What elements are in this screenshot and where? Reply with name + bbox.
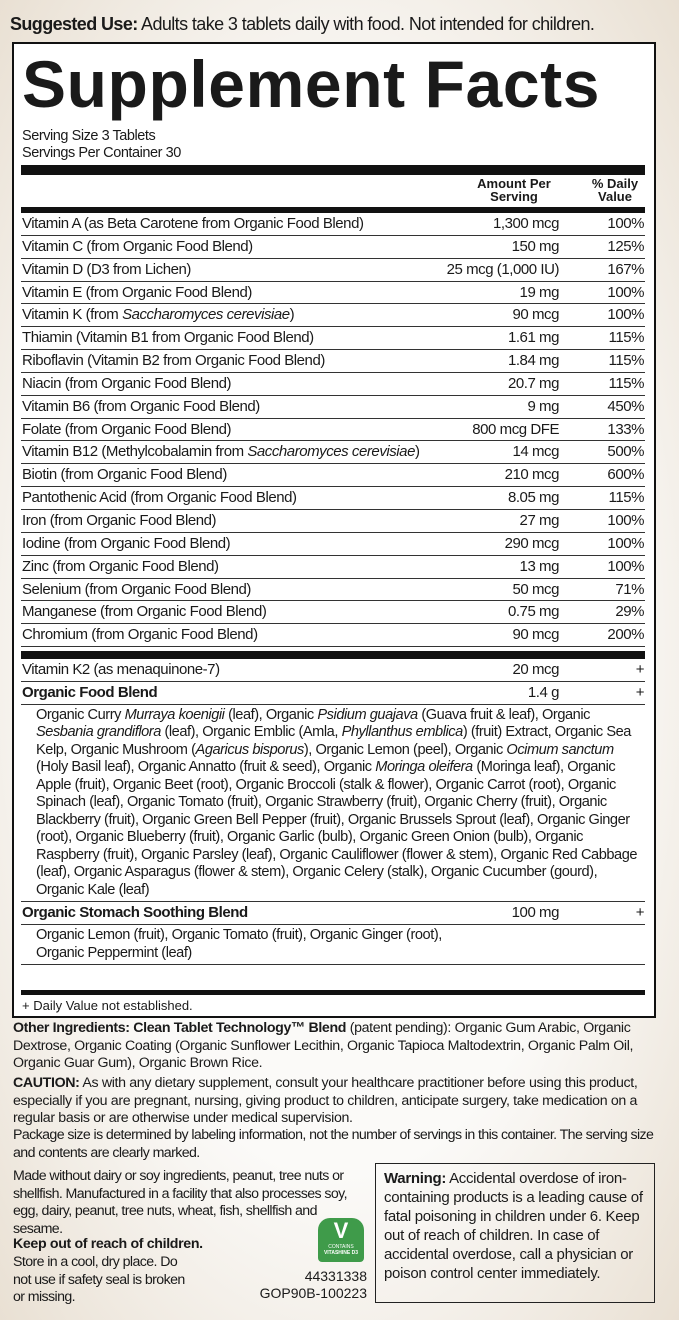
nutrient-amount: 1,300 mcg [493,215,559,232]
panel-title: Supplement Facts [22,47,601,121]
nutrient-dv: 100% [607,511,644,529]
nutrient-dv: 100% [607,215,644,232]
keep-out-reach: Keep out of reach of children. [13,1236,203,1252]
nutrient-amount: 8.05 mg [507,489,559,507]
nutrient-dv: 71% [615,580,644,598]
nutrient-amount: 13 mg [519,557,559,575]
text-segment: ), Organic Lemon (peel), Organic [303,741,507,758]
table-row [21,441,645,464]
storage-instructions: Store in a cool, dry place. Do not use if safety seal is broken or missing. [13,1254,185,1305]
package-note: Package size is determined by labeling information, not the number of servings in this container. The serving size and contents are clearly marked. [13,1127,654,1161]
text-segment: Vitamin C (from Organic Food Blend) [22,237,253,255]
latin-name: Murraya koenigii [124,706,225,723]
text-segment: (leaf), Organic Emblic (Amla, [160,724,342,741]
nutrient-name [22,236,253,258]
nutrient-name [22,213,364,235]
blend-section [21,659,645,965]
other-ingredients [13,1020,653,1073]
nutrient-name [22,373,231,395]
vitashine-d3-badge [318,1218,364,1262]
other-ingredients-text: (patent pending): Organic Gum Arabic, Organic Dextrose, Organic Coating (Organic Sunflower Lecithin, Organic Tapioca Maltodextrin, Organic Palm Oil, Organic Guar Gum), Organic Brown Rice. [13,1020,634,1071]
table-row [21,624,645,647]
latin-name: Sesbania grandiflora [36,724,161,741]
food-blend-ingredients [21,705,645,903]
caution [13,1075,663,1128]
divider-thick [21,651,645,659]
nutrient-dv: 200% [607,626,644,644]
text-segment: Vitamin E (from Organic Food Blend) [22,283,252,301]
text-segment: (leaf), Organic [224,706,318,723]
warning-text: Accidental overdose of iron-containing products is a leading cause of fatal poisoning in children under 6. Keep out of reach of children. In case of accidental overdose, call a physician or poison control center immediately. [384,1170,643,1282]
nutrient-dv: 100% [607,283,644,301]
blend-amount: 100 mg [511,904,559,922]
text-segment: Selenium (from Organic Food Blend) [22,580,251,598]
text-segment: Iodine (from Organic Food Blend) [22,534,231,552]
text-segment: Zinc (from Organic Food Blend) [22,557,219,575]
nutrient-name: Vitamin K2 (as menaquinone-7) [22,661,220,678]
nutrient-amount: 27 mg [519,511,559,529]
nutrient-name [22,487,297,509]
table-row [21,464,645,487]
nutrient-amount: 290 mcg [504,534,559,552]
nutrient-name [22,419,231,441]
text-segment: Folate (from Organic Food Blend) [22,420,232,438]
amount-header: Amount Per Serving [477,176,551,204]
nutrient-amount: 90 mcg [512,306,559,324]
latin-name: Psidium guajava [317,706,418,723]
nutrient-name [22,259,191,281]
table-row [21,350,645,373]
table-row [21,419,645,442]
divider-thick [21,165,645,175]
text-segment: Manganese (from Organic Food Blend) [22,603,267,621]
nutrient-amount: 50 mcg [512,580,559,598]
nutrient-amount: 0.75 mg [507,603,559,621]
latin-name: Saccharomyces cerevisiae [122,306,290,324]
nutrient-dv: 115% [608,329,644,347]
text-segment: Riboflavin (Vitamin B2 from Organic Food Blend) [22,352,325,370]
other-ingredients-label: Other Ingredients: Clean Tablet Technology™ Blend [13,1020,347,1036]
nutrient-name [22,304,294,326]
nutrient-dv: 450% [607,397,644,415]
nutrient-name [22,441,420,463]
suggested-use-text: Adults take 3 tablets daily with food. Not intended for children. [137,14,595,34]
nutrient-name [22,350,325,372]
table-row [21,236,645,259]
nutrient-dv: 125% [607,237,644,255]
nutrient-amount: 1.84 mg [507,352,559,370]
nutrient-amount: 20.7 mg [507,374,559,392]
caution-text: As with any dietary supplement, consult your healthcare practitioner before using this product, especially if you are pregnant, nursing, giving product to children, anticipate surgery, take medication on a regular basis or are otherwise under medical supervision. [13,1075,638,1126]
text-segment: (Holy Basil leaf), Organic Annatto (fruit & seed), Organic [36,759,376,776]
serving-size: Serving Size 3 Tablets [22,128,156,144]
text-segment: Niacin (from Organic Food Blend) [22,374,232,392]
nutrient-dv: 167% [607,260,644,278]
nutrient-dv: 100% [607,534,644,552]
table-row [21,373,645,396]
nutrient-dv: 133% [607,420,644,438]
blend-dv: + [635,904,644,922]
servings-per-container: Servings Per Container 30 [22,145,181,161]
nutrient-amount: 1.61 mg [507,329,559,347]
suggested-use-label: Suggested Use: [10,14,138,34]
text-segment: Biotin (from Organic Food Blend) [22,466,227,484]
text-segment: ) [414,443,420,461]
nutrient-name [22,533,230,555]
divider-thick [21,990,645,995]
supplement-facts-panel [12,42,656,1018]
nutrient-amount: 90 mcg [512,626,559,644]
nutrient-name [22,464,227,486]
blend-dv: + [635,683,644,701]
blend-name: Organic Food Blend [22,683,158,701]
serving-info [22,128,181,162]
text-segment: Pantothenic Acid (from Organic Food Blend) [22,489,297,507]
text-segment: Vitamin K (from [22,306,123,324]
stomach-blend-ingredients [21,925,645,965]
table-row [21,213,645,236]
text-segment: Iron (from Organic Food Blend) [22,511,217,529]
text-segment: Vitamin B6 (from Organic Food Blend) [22,397,260,415]
table-row [21,682,645,705]
nutrient-dv: 29% [615,603,644,621]
nutrient-name [22,510,216,532]
nutrient-dv: 100% [607,306,644,324]
nutrient-amount: 25 mcg (1,000 IU) [446,260,559,278]
iron-warning-box [375,1163,655,1303]
table-row [21,579,645,602]
table-row [21,556,645,579]
nutrient-name [22,579,251,601]
blend-amount: 1.4 g [527,683,559,701]
nutrient-name [22,396,260,418]
nutrient-dv: + [635,661,644,678]
text-segment: Thiamin (Vitamin B1 from Organic Food Blend) [22,329,314,347]
table-row [21,487,645,510]
nutrient-name [22,601,266,623]
nutrient-name [22,624,258,646]
nutrient-dv: 100% [607,557,644,575]
footnote: + Daily Value not established. [22,998,193,1013]
text-segment: Chromium (from Organic Food Blend) [22,626,258,644]
table-row [21,259,645,282]
product-codes [250,1268,367,1302]
text-segment: (Moringa leaf), Organic Apple (fruit), Organic Beet (root), Organic Broccoli (stalk & flower), Organic Carrot (root), Organic Spinach (leaf), Organic Tomato (fruit), Organic Strawberry (fruit), Organic Cherry (fruit), Organic Blackberry (fruit), Organic Green Bell Pepper (fruit), Organic Brussels Sprout (leaf), Organic Ginger (root), Organic Blueberry (fruit), Organic Garlic (bulb), Organic Green Onion (bulb), Organic Raspberry (fruit), Organic Parsley (leaf), Organic Cauliflower (flower & stem), Organic Red Cabbage (leaf), Organic Asparagus (flower & stem), Organic Celery (stalk), Organic Cucumber (gourd), Organic Kale (leaf) [36,759,638,898]
nutrient-dv: 115% [608,352,644,370]
nutrient-dv: 115% [608,489,644,507]
badge-text: VITASHINE D3 [323,1250,359,1256]
latin-name: Saccharomyces cerevisiae [247,443,415,461]
nutrient-amount: 800 mcg DFE [472,420,559,438]
text-segment: Vitamin A (as Beta Carotene from Organic Food Blend) [22,215,364,232]
caution-label: CAUTION: [13,1075,80,1091]
table-row [21,533,645,556]
nutrient-amount: 19 mg [519,283,559,301]
dv-header: % Daily Value [591,176,639,204]
nutrient-dv: 115% [608,374,644,392]
nutrient-amount: 210 mcg [504,466,559,484]
latin-name: Phyllanthus emblica [341,724,463,741]
text-segment: (Guava fruit & leaf), Organic [417,706,590,723]
nutrient-name [22,282,252,304]
nutrient-name [22,556,219,578]
text-segment: Vitamin B12 (Methylcobalamin from [22,443,248,461]
table-row [21,601,645,624]
lot-code: GOP90B-100223 [259,1285,367,1301]
blend-name: Organic Stomach Soothing Blend [22,904,248,922]
latin-name: Ocimum sanctum [506,741,614,758]
latin-name: Agaricus bisporus [195,741,304,758]
nutrient-amount: 9 mg [527,397,559,415]
nutrient-table [21,213,645,647]
nutrient-dv: 600% [607,466,644,484]
allergen-statement: Made without dairy or soy ingredients, peanut, tree nuts or shellfish. Manufactured in a facility that also processes soy, egg, dairy, peanut, tree nuts, wheat, fish, shellfish and sesame. [13,1168,347,1237]
table-row [21,510,645,533]
badge-text: CONTAINS [328,1244,354,1250]
warning-label: Warning: [384,1170,447,1187]
table-row [21,327,645,350]
nutrient-amount: 14 mcg [512,443,559,461]
table-row [21,659,645,682]
text-segment: ) [289,306,295,324]
text-segment: Vitamin D (D3 from Lichen) [22,260,191,278]
product-code: 44331338 [304,1268,367,1284]
table-row [21,902,645,925]
text-segment: ) (fruit) Extract, Organic Sea Kelp, Organic Mushroom ( [36,724,631,758]
table-row [21,304,645,327]
suggested-use [10,14,594,35]
v-check-icon: V [333,1218,349,1243]
text-segment: Organic Curry [36,706,125,723]
table-row [21,282,645,305]
text-segment: Organic Lemon (fruit), Organic Tomato (fruit), Organic Ginger (root), Organic Peppermint (leaf) [36,927,442,961]
table-row [21,396,645,419]
nutrient-amount: 150 mg [511,237,559,255]
nutrient-name [22,327,314,349]
nutrient-dv: 500% [607,443,644,461]
keep-out-text: Keep out of reach of children [13,1236,200,1252]
nutrient-amount: 20 mcg [512,661,559,678]
latin-name: Moringa oleifera [375,759,473,776]
column-header [21,177,645,207]
